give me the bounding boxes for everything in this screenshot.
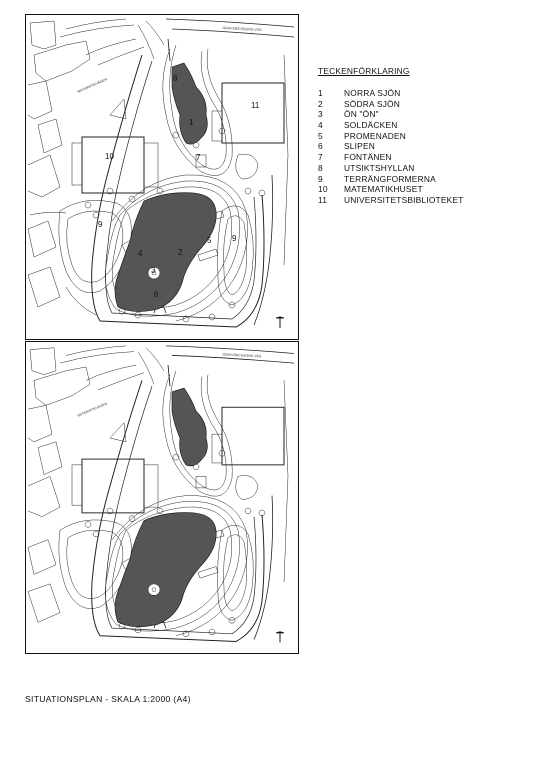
street-label-top: JOHN ERICSSONS VÄG xyxy=(221,26,262,33)
legend-num: 8 xyxy=(318,162,323,173)
site-plan-annotated-drawing xyxy=(26,15,298,339)
label-3: 3 xyxy=(151,266,156,275)
legend-label: ÖN "ÖN" xyxy=(344,109,379,120)
street-label-top-plain: JOHN ERICSSONS VÄG xyxy=(221,352,262,359)
legend-item xyxy=(318,120,528,131)
legend-label: FONTÄNEN xyxy=(344,152,392,163)
legend-num: 11 xyxy=(318,194,328,205)
label-6: 6 xyxy=(154,290,159,299)
label-2: 2 xyxy=(178,248,183,257)
legend-num: 1 xyxy=(318,88,323,98)
street-label-left: MATEMATIKVÄGEN xyxy=(76,77,108,94)
label-7: 7 xyxy=(196,153,201,162)
legend-item xyxy=(318,184,528,195)
legend-num: 2 xyxy=(318,98,323,109)
legend-item xyxy=(318,88,528,99)
legend-item xyxy=(318,174,528,185)
lake-south xyxy=(115,193,216,312)
legend-item xyxy=(318,131,528,142)
legend-item xyxy=(318,109,528,120)
site-plan-annotated xyxy=(25,14,299,340)
legend-label: SOLDÄCKEN xyxy=(344,120,398,131)
label-4: 4 xyxy=(138,249,143,258)
legend-label: NORRA SJÖN xyxy=(344,88,401,98)
legend-num: 3 xyxy=(318,109,323,120)
street-label-left-plain: MATEMATIKVÄGEN xyxy=(76,401,108,418)
label-5: 5 xyxy=(207,236,212,245)
legend-num: 7 xyxy=(318,152,323,163)
legend-item xyxy=(318,141,528,152)
legend-label: MATEMATIKHUSET xyxy=(344,184,423,195)
legend-num: 6 xyxy=(318,141,323,152)
label-1: 1 xyxy=(189,118,194,127)
legend-label: SÖDRA SJÖN xyxy=(344,98,400,109)
north-arrow-icon xyxy=(276,317,284,329)
site-plan-plain-drawing xyxy=(26,342,298,653)
legend-title: TECKENFÖRKLARING xyxy=(318,66,410,76)
legend-num: 9 xyxy=(318,173,323,184)
plan-caption: SITUATIONSPLAN - SKALA 1:2000 (A4) xyxy=(25,694,191,704)
label-9-right: 9 xyxy=(232,234,237,243)
legend xyxy=(318,66,528,206)
label-8: 8 xyxy=(173,74,178,83)
label-11: 11 xyxy=(251,101,260,110)
legend-label: UNIVERSITETSBIBLIOTEKET xyxy=(344,194,464,205)
legend-num: 4 xyxy=(318,120,323,131)
label-10: 10 xyxy=(105,152,114,161)
site-plan-plain xyxy=(25,341,299,654)
legend-label: UTSIKTSHYLLAN xyxy=(344,162,415,173)
legend-item xyxy=(318,163,528,174)
legend-item xyxy=(318,195,528,206)
legend-label: PROMENADEN xyxy=(344,130,407,141)
legend-label: TERRÄNGFORMERNA xyxy=(344,173,436,184)
legend-item xyxy=(318,152,528,163)
north-arrow-icon xyxy=(276,631,284,642)
legend-label: SLIPEN xyxy=(344,141,375,152)
label-9-left: 9 xyxy=(98,220,103,229)
lake-south-plain xyxy=(115,513,216,627)
legend-num: 5 xyxy=(318,130,323,141)
legend-item xyxy=(318,99,528,110)
legend-num: 10 xyxy=(318,184,328,195)
